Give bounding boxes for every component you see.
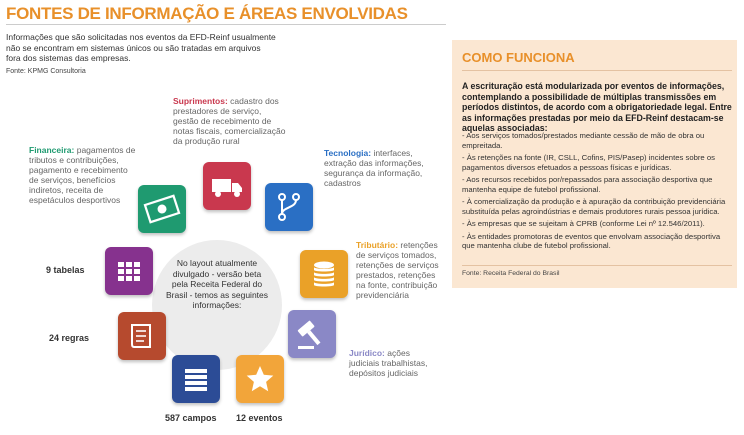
money-icon	[138, 185, 186, 233]
tecnologia-desc: interfaces, extração das informações, segurança da informação, cadastros	[324, 148, 424, 188]
financeira-name: Financeira:	[29, 145, 75, 155]
campos-tile	[172, 355, 220, 403]
page-title: FONTES DE INFORMAÇÃO E ÁREAS ENVOLVIDAS	[6, 4, 408, 23]
juridico-desc: ações judiciais trabalhistas, depósitos judiciais	[349, 348, 428, 378]
label-suprimentos	[173, 96, 289, 146]
label-tributario	[356, 240, 444, 300]
coins-icon	[300, 250, 348, 298]
panel-divider-bottom	[462, 265, 732, 266]
suprimentos-desc: cadastro dos prestadores de serviço, gestão de recebimento de notas fiscais, comercialização da produção rural	[173, 96, 286, 146]
center-text: No layout atualmente divulgado - versão beta pela Receita Federal do Brasil - temos as seguintes informações:	[165, 258, 269, 310]
list-item: - Às entidades promotoras de eventos que envolvam associação desportiva que mantenha clube de futebol profissional.	[462, 231, 721, 250]
juridico-name: Jurídico:	[349, 348, 385, 358]
title-divider	[6, 24, 446, 25]
tabelas-tile	[105, 247, 153, 295]
branch-icon	[265, 183, 313, 231]
truck-icon	[203, 162, 251, 210]
list-item: - Aos serviços tomados/prestados mediante cessão de mão de obra ou empreitada.	[462, 131, 705, 150]
tributario-desc: retenções de serviços tomados, retenções de serviços prestados, retenções na fonte, contribuição previdenciária	[356, 240, 439, 300]
label-tecnologia	[324, 148, 440, 188]
panel-title: COMO FUNCIONA	[462, 50, 575, 65]
source-left: Fonte: KPMG Consultoria	[6, 68, 86, 75]
tributario-name: Tributário:	[356, 240, 399, 250]
suprimentos-tile	[203, 162, 251, 210]
intro-text: Informações que são solicitadas nos eventos da EFD-Reinf usualmente não se encontram em sistemas únicos ou são tratadas em arquivos fora dos sistemas das empresas.	[6, 32, 276, 63]
source-right: Fonte: Receita Federal do Brasil	[462, 270, 560, 277]
stat-tabelas: 9 tabelas	[46, 265, 85, 275]
list-item: - À comercialização da produção e à apuração da contribuição previdenciária substituída pelas agroindústrias e demais produtores rurais pessoa jurídica.	[462, 197, 726, 216]
list-icon	[172, 355, 220, 403]
list-item: - Às retenções na fonte (IR, CSLL, Cofins, PIS/Pasep) incidentes sobre os pagamentos diversos efetuados a pessoas físicas e jurídicas.	[462, 153, 715, 172]
panel-divider	[462, 70, 732, 71]
juridico-tile	[288, 310, 336, 358]
stat-eventos: 12 eventos	[236, 413, 283, 423]
financeira-desc: pagamentos de tributos e contribuições, pagamento e recebimento de serviços, benefícios indiretos, receita de espetáculos desportivos	[29, 145, 136, 205]
list-item: - Às empresas que se sujeitam à CPRB (conforme Lei nº 12.546/2011).	[462, 219, 705, 228]
grid-icon	[105, 247, 153, 295]
label-juridico	[349, 348, 441, 378]
tecnologia-tile	[265, 183, 313, 231]
gavel-icon	[288, 310, 336, 358]
label-financeira	[29, 145, 139, 205]
financeira-tile	[138, 185, 186, 233]
list-item: - Aos recursos recebidos por/repassados para associação desportiva que mantenha equipe de futebol profissional.	[462, 175, 713, 194]
suprimentos-name: Suprimentos:	[173, 96, 228, 106]
stat-campos: 587 campos	[165, 413, 217, 423]
tecnologia-name: Tecnologia:	[324, 148, 372, 158]
stat-regras: 24 regras	[49, 333, 90, 343]
panel-lead: A escrituração está modularizada por eventos de informações, contemplando a possibilidade de múltiplas transmissões em períodos distintos, de acordo com a obrigatoriedade legal. Entre as informações prestadas por meio da EFD-Reinf destacam-se aquelas associadas:	[462, 81, 732, 133]
panel-list	[462, 131, 734, 254]
book-icon	[118, 312, 166, 360]
regras-tile	[118, 312, 166, 360]
tributario-tile	[300, 250, 348, 298]
eventos-tile	[236, 355, 284, 403]
star-icon	[236, 355, 284, 403]
